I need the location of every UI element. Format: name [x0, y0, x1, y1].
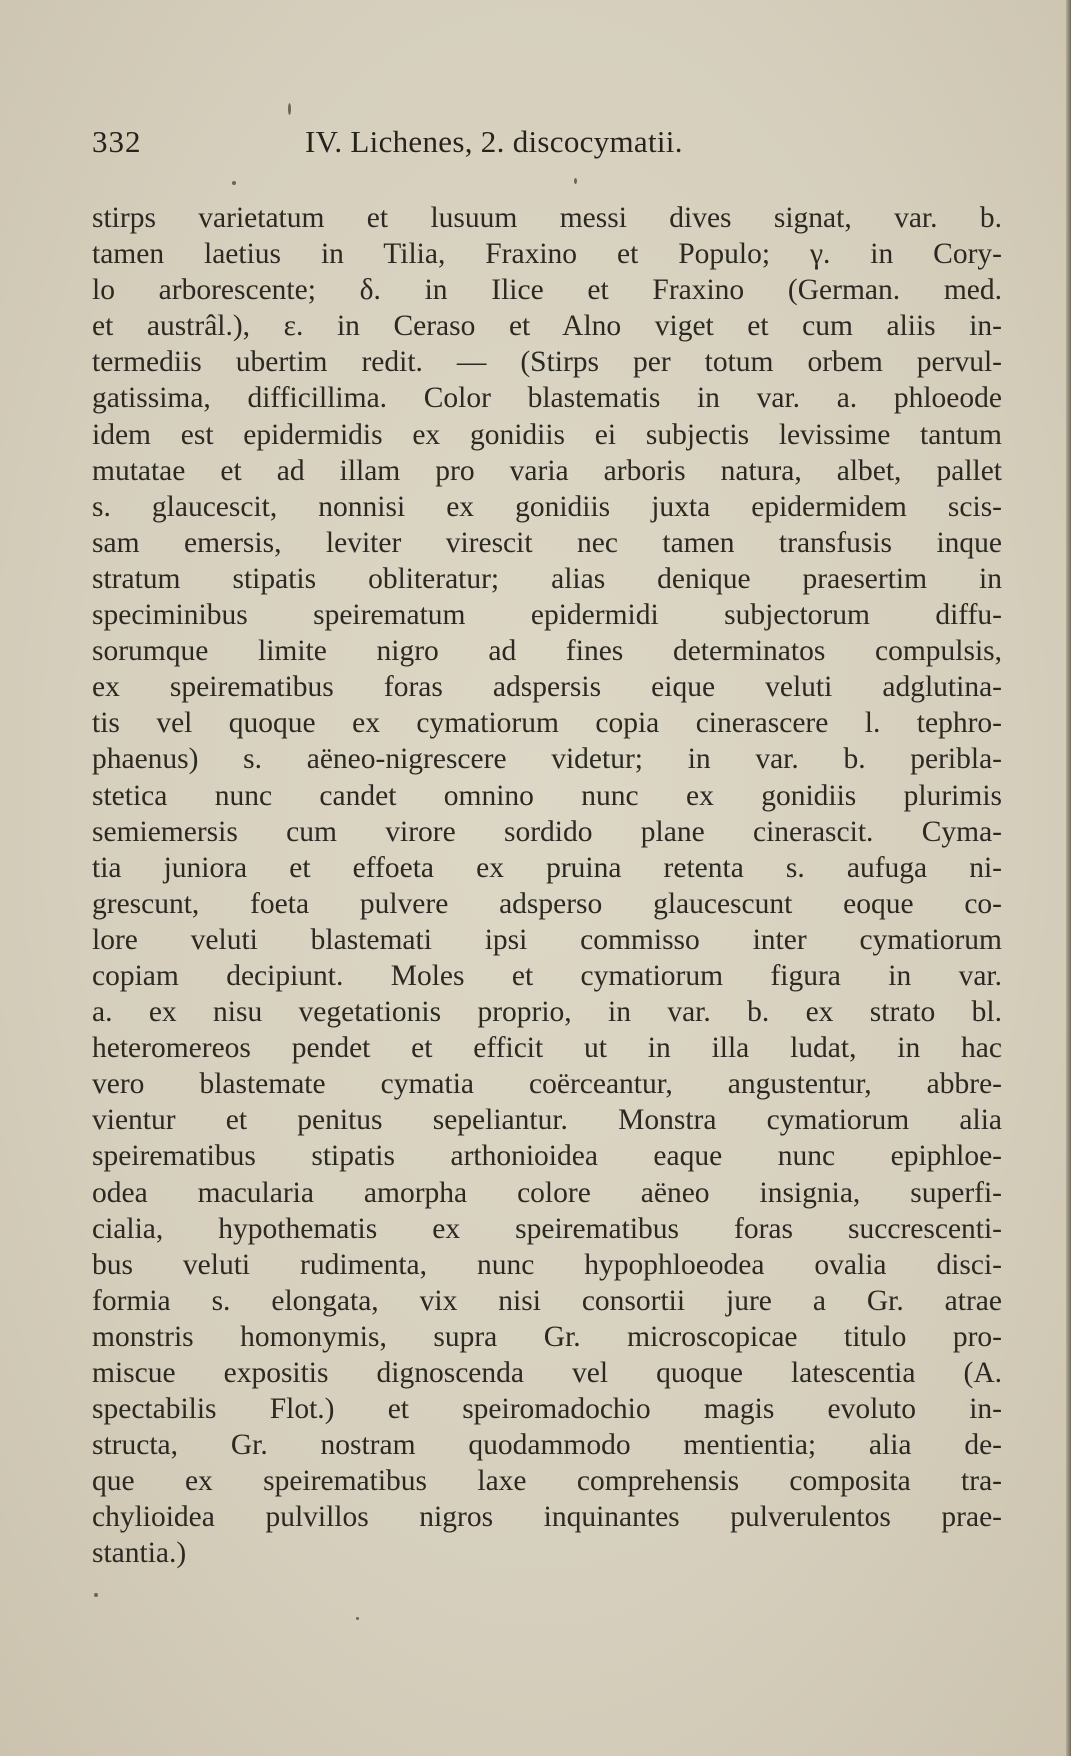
text-line: stantia.)	[92, 1537, 187, 1570]
text-line: tis vel quoque ex cymatiorum copia cinerascere l. tephro-	[92, 707, 1002, 740]
text-line: speciminibus speirematum epidermidi subjectorum diffu-	[92, 599, 1002, 632]
text-line: stirps varietatum et lusuum messi dives signat, var. b.	[92, 202, 1002, 234]
paper-speck	[288, 103, 291, 115]
text-line: s. glaucescit, nonnisi ex gonidiis juxta epidermidem scis-	[92, 490, 1002, 523]
text-line: sorumque limite nigro ad fines determinatos compulsis,	[92, 635, 1002, 668]
text-line: vientur et penitus sepeliantur. Monstra cymatiorum alia	[92, 1104, 1002, 1137]
body-text	[92, 200, 1002, 1572]
page-number: 332	[92, 124, 142, 159]
text-line: odea macularia amorpha colore aëneo insignia, superfi-	[92, 1176, 1002, 1209]
text-line: bus veluti rudimenta, nunc hypophloeodea ovalia disci-	[92, 1248, 1002, 1281]
paper-speck	[356, 1617, 359, 1620]
text-line: a. ex nisu vegetationis proprio, in var. b. ex strato bl.	[92, 996, 1002, 1029]
text-line: spectabilis Flot.) et speiromadochio magis evoluto in-	[92, 1393, 1002, 1426]
text-line: tia juniora et effoeta ex pruina retenta s. aufuga ni-	[92, 851, 1002, 884]
paper-speck	[94, 1593, 98, 1597]
running-title: IV. Lichenes, 2. discocymatii.	[305, 124, 683, 159]
text-line: monstris homonymis, supra Gr. microscopicae titulo pro-	[92, 1320, 1002, 1353]
text-line: heteromereos pendet et efficit ut in illa ludat, in hac	[92, 1032, 1002, 1065]
paper-speck	[232, 181, 236, 185]
text-line: que ex speirematibus laxe comprehensis composita tra-	[92, 1465, 1002, 1498]
text-line: stetica nunc candet omnino nunc ex gonidiis plurimis	[92, 779, 1002, 812]
text-line: lore veluti blastemati ipsi commisso inter cymatiorum	[92, 923, 1002, 956]
text-line: phaenus) s. aëneo-nigrescere videtur; in var. b. peribla-	[92, 743, 1002, 776]
text-line: mutatae et ad illam pro varia arboris natura, albet, pallet	[92, 454, 1002, 487]
text-line: structa, Gr. nostram quodammodo mentientia; alia de-	[92, 1429, 1002, 1462]
text-line: stratum stipatis obliteratur; alias denique praesertim in	[92, 562, 1002, 595]
text-line: et austrâl.), ε. in Ceraso et Alno viget et cum aliis in-	[92, 310, 1002, 343]
text-line: tamen laetius in Tilia, Fraxino et Populo; γ. in Cory-	[92, 238, 1002, 271]
text-line: idem est epidermidis ex gonidiis ei subjectis levissime tantum	[92, 418, 1002, 451]
text-line: cialia, hypothematis ex speirematibus foras succrescenti-	[92, 1212, 1002, 1245]
paper-speck	[574, 178, 577, 184]
text-line: chylioidea pulvillos nigros inquinantes pulverulentos prae-	[92, 1501, 1002, 1534]
text-line: speirematibus stipatis arthonioidea eaque nunc epiphloe-	[92, 1140, 1002, 1173]
text-line: grescunt, foeta pulvere adsperso glaucescunt eoque co-	[92, 887, 1002, 920]
text-line: ex speirematibus foras adspersis eique veluti adglutina-	[92, 671, 1002, 704]
text-line: vero blastemate cymatia coërceantur, angustentur, abbre-	[92, 1068, 1002, 1101]
text-line: sam emersis, leviter virescit nec tamen transfusis inque	[92, 526, 1002, 559]
text-line: lo arborescente; δ. in Ilice et Fraxino (German. med.	[92, 274, 1002, 307]
text-line: formia s. elongata, vix nisi consortii jure a Gr. atrae	[92, 1284, 1002, 1317]
text-line: miscue expositis dignoscenda vel quoque latescentia (A.	[92, 1357, 1002, 1389]
page-edge-shadow	[1066, 0, 1071, 1756]
text-line: gatissima, difficillima. Color blastematis in var. a. phloeode	[92, 382, 1002, 415]
page-header	[92, 124, 812, 168]
text-line: copiam decipiunt. Moles et cymatiorum figura in var.	[92, 959, 1002, 992]
text-line: semiemersis cum virore sordido plane cinerascit. Cyma-	[92, 815, 1002, 848]
text-line: termediis ubertim redit. — (Stirps per totum orbem pervul-	[92, 346, 1002, 379]
